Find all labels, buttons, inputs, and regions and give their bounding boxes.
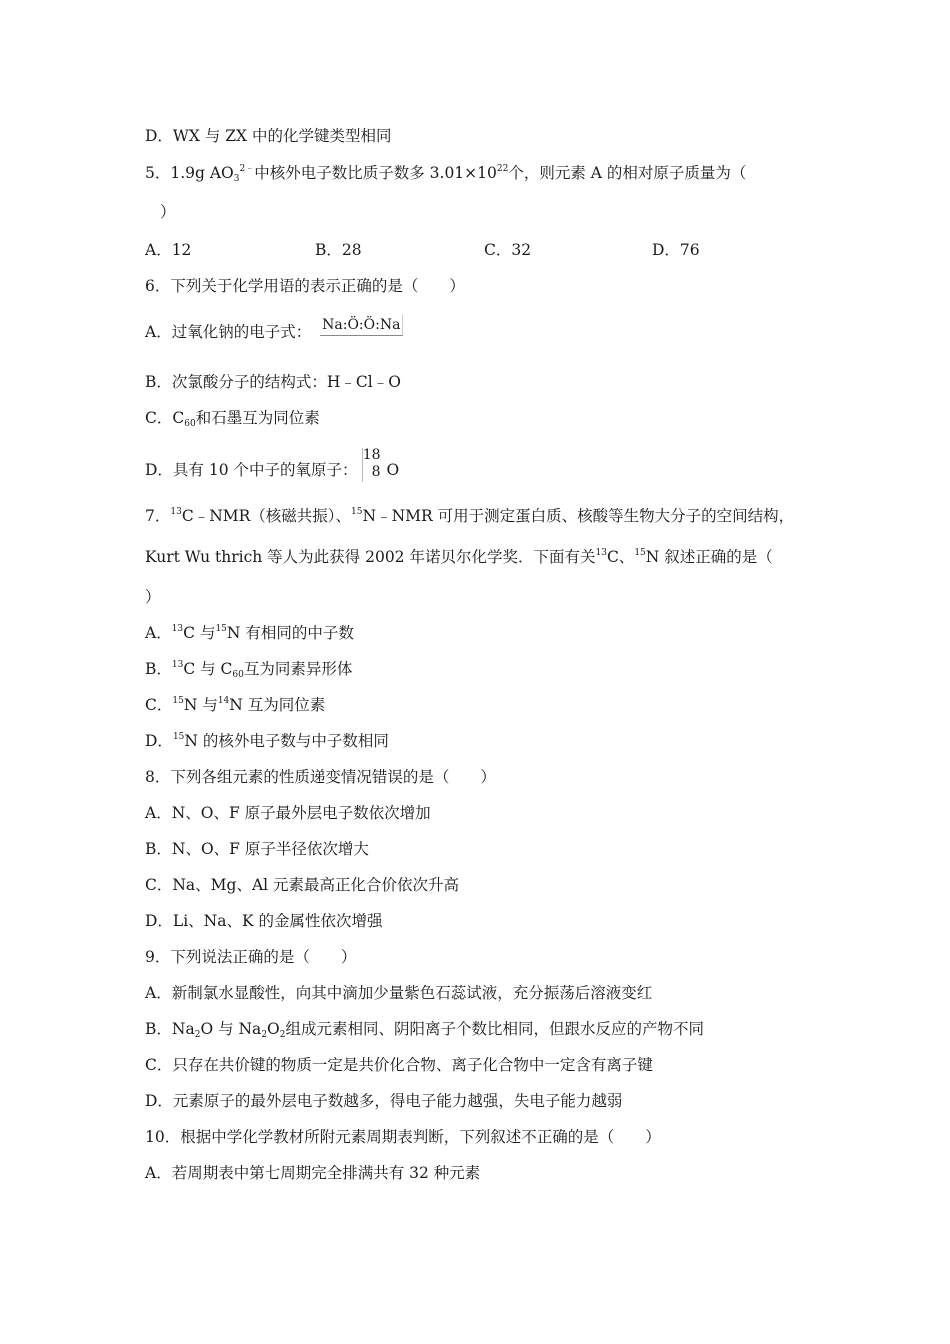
q6-stem: 6．下列关于化学用语的表示正确的是（ ）: [145, 277, 465, 295]
q6-option-d: [145, 447, 400, 488]
q6-option-a: [145, 317, 403, 344]
q5-stem-part: 个，则元素 A 的相对原子质量为（: [508, 164, 747, 182]
electron-formula-image: [320, 314, 403, 336]
q5-option-a: A．12: [145, 241, 192, 259]
q7-part: N 与: [183, 696, 218, 714]
q7-part: C 与: [183, 624, 216, 642]
q7-part: D．: [145, 732, 173, 750]
q7-option-a: [145, 623, 354, 643]
superscript: 15: [172, 732, 185, 742]
q5-stem: [145, 163, 746, 183]
q7-part: N﹣NMR 可用于测定蛋白质、核酸等生物大分子的空间结构，: [362, 507, 795, 525]
q9-option-b: [145, 1019, 704, 1039]
isotope-notation: [362, 448, 383, 482]
q10-option-a: A．若周期表中第七周期完全排满共有 32 种元素: [145, 1164, 481, 1182]
q9-option-a: A．新制氯水显酸性，向其中滴加少量紫色石蕊试液，充分振荡后溶液变红: [145, 984, 653, 1002]
q7-option-c: [145, 695, 325, 715]
q10-stem: 10．根据中学化学教材所附元素周期表判断，下列叙述不正确的是（ ）: [145, 1128, 661, 1146]
q9-part: B．Na: [145, 1020, 195, 1038]
q5-option-c: C．32: [484, 241, 532, 259]
superscript: 13: [595, 548, 607, 558]
q5-option-d: D．76: [652, 241, 700, 259]
subscript: 2: [279, 1030, 286, 1040]
electron-formula-text: Na:Ö:Ö:Na: [322, 317, 401, 333]
subscript: 2: [261, 1030, 268, 1040]
subscript: 60: [232, 670, 244, 680]
q9-part: O: [267, 1020, 280, 1038]
q6-option-c-part: 和石墨互为同位素: [195, 409, 320, 427]
q8-option-b: B．N、O、F 原子半径依次增大: [145, 840, 369, 858]
superscript: 13: [171, 660, 184, 670]
q7-part: B．: [145, 660, 172, 678]
q9-option-c: C．只存在共价键的物质一定是共价化合物、离子化合物中一定含有离子键: [145, 1056, 653, 1074]
q7-part: A．: [145, 624, 172, 642]
q8-option-c: C．Na、Mg、Al 元素最高正化合价依次升高: [145, 876, 460, 894]
q7-part: N 的核外电子数与中子数相同: [184, 732, 389, 750]
q7-part: C、: [606, 548, 635, 566]
q7-part: C 与 C: [183, 660, 233, 678]
q9-option-d: D．元素原子的最外层电子数越多，得电子能力越强，失电子能力越弱: [145, 1092, 623, 1110]
subscript: 3: [233, 174, 240, 184]
q5-stem-end: ）: [160, 203, 176, 221]
q9-part: O 与 Na: [200, 1020, 262, 1038]
q7-part: 7．: [145, 507, 171, 525]
q5-option-b: B．28: [315, 241, 362, 259]
q6-option-b: B．次氯酸分子的结构式：H﹣Cl﹣O: [145, 373, 401, 391]
atomic-number: 8: [371, 464, 381, 480]
superscript: 22: [496, 164, 509, 174]
q5-stem-part: 5．1.9g AO: [145, 164, 234, 182]
q7-part: C﹣NMR（核磁共振）、: [181, 507, 352, 525]
superscript: 13: [171, 624, 184, 634]
q7-stem-end: ）: [145, 588, 161, 606]
q7-part: Kurt Wu thrich 等人为此获得 2002 年诺贝尔化学奖．下面有关: [145, 548, 596, 566]
q6-option-d-text: D．具有 10 个中子的氧原子：: [145, 461, 358, 479]
q6-option-c-part: C．C: [145, 409, 185, 427]
q8-stem: 8．下列各组元素的性质递变情况错误的是（ ）: [145, 768, 496, 786]
superscript: 15: [634, 548, 646, 558]
q6-option-a-text: A．过氧化钠的电子式：: [145, 323, 312, 341]
superscript: 2﹣: [239, 164, 255, 174]
mass-number: 18: [362, 447, 381, 463]
subscript: 2: [194, 1030, 201, 1040]
q8-option-d: D．Li、Na、K 的金属性依次增强: [145, 912, 383, 930]
superscript: 13: [170, 507, 182, 517]
q9-part: 组成元素相同、阴阳离子个数比相同，但跟水反应的产物不同: [285, 1020, 705, 1038]
q7-part: 互为同素异形体: [243, 660, 353, 678]
superscript: 15: [351, 507, 363, 517]
q7-stem-line2: [145, 547, 773, 567]
subscript: 60: [184, 419, 196, 429]
q7-stem-line1: [145, 506, 794, 526]
q9-stem: 9．下列说法正确的是（ ）: [145, 948, 357, 966]
q7-part: N 叙述正确的是（: [645, 548, 773, 566]
q6-option-c: [145, 408, 320, 428]
q7-part: C．: [145, 696, 173, 714]
q4-option-d: D．WX 与 ZX 中的化学键类型相同: [145, 127, 392, 145]
q8-option-a: A．N、O、F 原子最外层电子数依次增加: [145, 804, 431, 822]
q7-part: N 有相同的中子数: [226, 624, 354, 642]
superscript: 15: [215, 624, 227, 634]
q7-part: N 互为同位素: [229, 696, 326, 714]
q7-option-d: [145, 731, 389, 751]
superscript: 15: [172, 696, 184, 706]
superscript: 14: [217, 696, 230, 706]
element-symbol: O: [386, 461, 400, 479]
q7-option-b: [145, 659, 352, 679]
q5-stem-part: 中核外电子数比质子数多 3.01×10: [254, 164, 497, 182]
